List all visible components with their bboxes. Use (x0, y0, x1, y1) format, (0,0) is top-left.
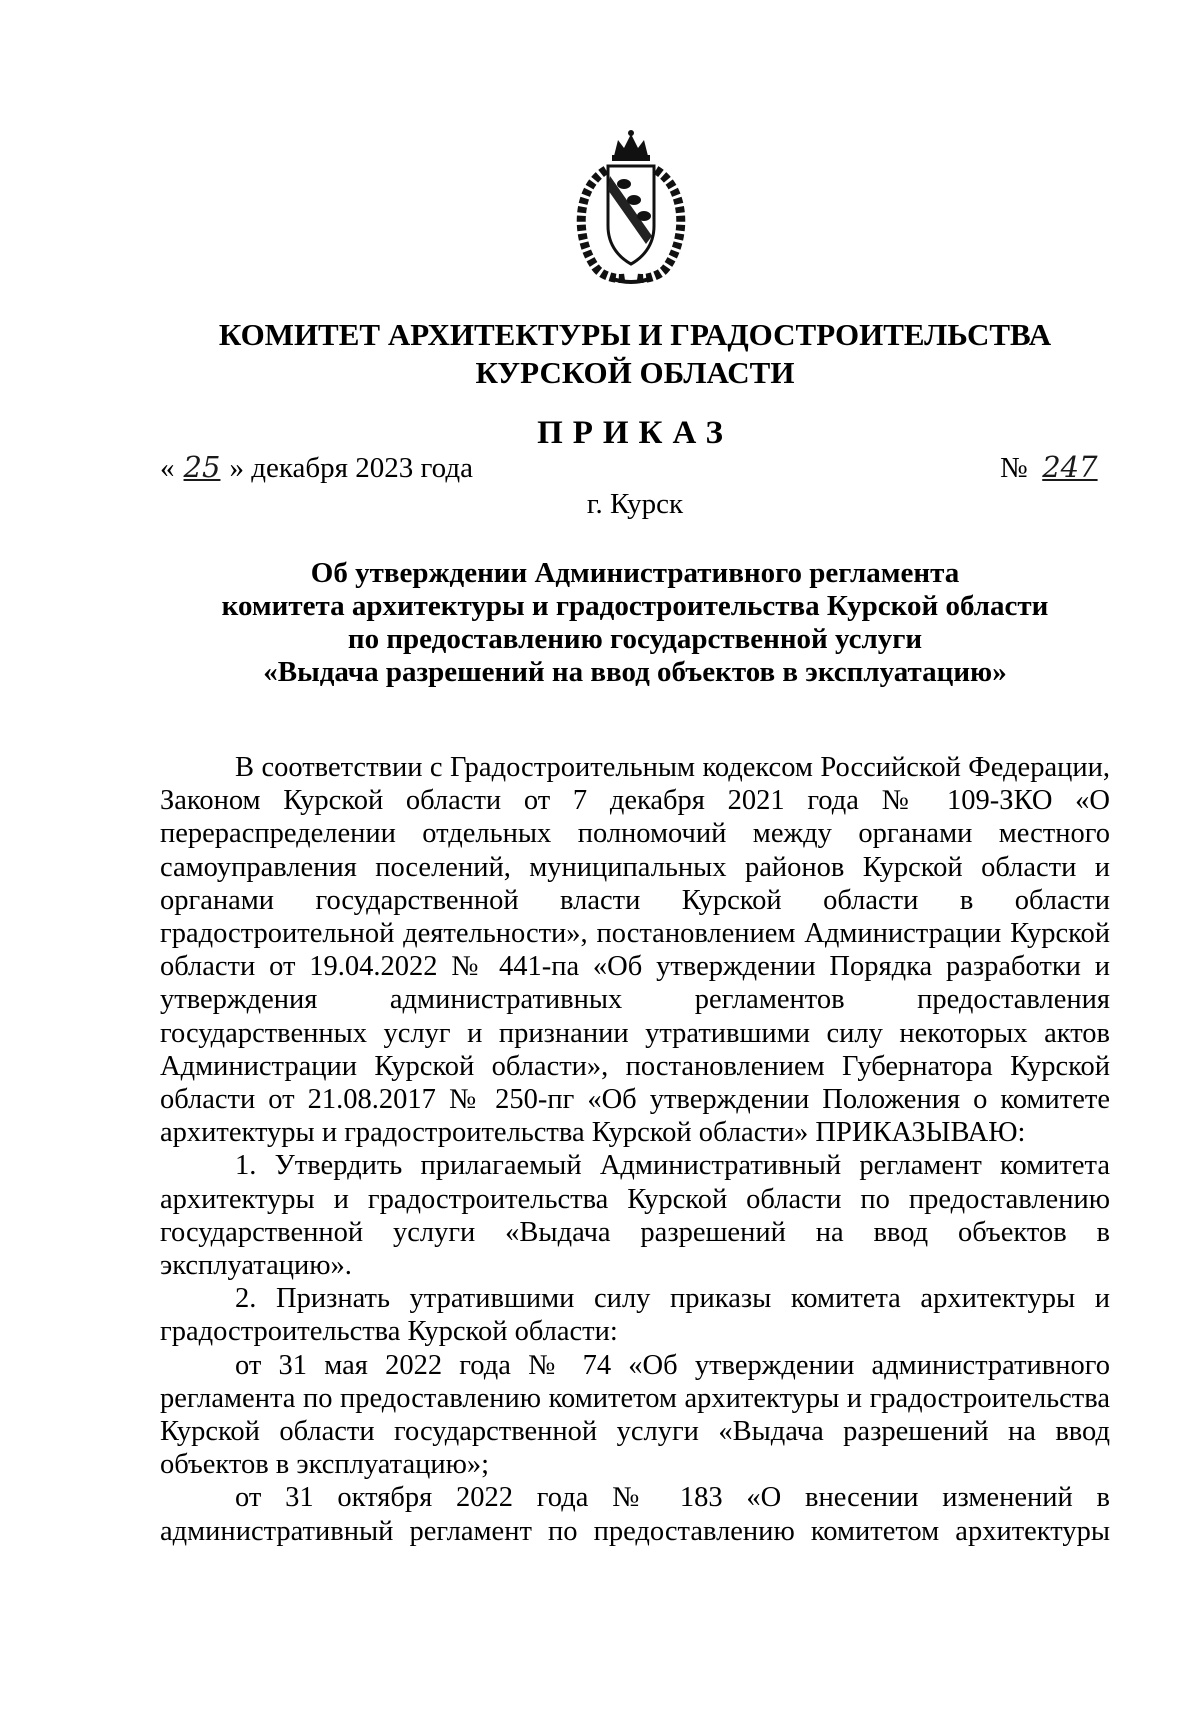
repealed-order-183-paragraph: от 31 октября 2022 года № 183 «О внесении изменений в административный регламент по предоставлению комитетом архитектуры (160, 1482, 1110, 1547)
subject-line1: Об утверждении Административного регламента (310, 557, 960, 589)
organization-title (160, 316, 1110, 392)
date-day-handwritten: 25 (183, 450, 221, 484)
item-2-paragraph: 2. Признать утратившими силу приказы комитета архитектуры и градостроительства Курской области: (160, 1283, 1110, 1348)
repealed-order-74-paragraph: от 31 мая 2022 года № 74 «Об утверждении административного регламента по предоставлению комитетом архитектуры и градостроительства Курской области государственной услуги «Выдача разрешений на ввод объектов в эксплуатацию»; (160, 1349, 1110, 1481)
number-label: № (1000, 452, 1035, 484)
subject-line2: комитета архитектуры и градостроительства Курской области (221, 590, 1049, 622)
organization-title-line1: КОМИТЕТ АРХИТЕКТУРЫ И ГРАДОСТРОИТЕЛЬСТВА (218, 317, 1052, 352)
subject-line3: по предоставлению государственной услуги (347, 623, 923, 655)
kursk-coat-of-arms-emblem (566, 128, 696, 288)
order-date (160, 450, 473, 485)
date-open-quote: « (160, 452, 175, 484)
item-1-paragraph: 1. Утвердить прилагаемый Административный регламент комитета архитектуры и градостроительства Курской области по предоставлению государственной услуги «Выдача разрешений на ввод объектов в эксплуатацию». (160, 1150, 1110, 1282)
order-body (160, 751, 1110, 1548)
order-number (1000, 450, 1105, 485)
city-name: г. Курск (586, 488, 684, 520)
document-type-heading: ПРИКАЗ (537, 415, 733, 451)
order-subject (160, 557, 1110, 689)
organization-title-line2: КУРСКОЙ ОБЛАСТИ (475, 355, 795, 390)
preamble-paragraph: В соответствии с Градостроительным кодексом Российской Федерации, Законом Курской области от 7 декабря 2021 года № 109-ЗКО «О перераспределении отдельных полномочий между органами местного самоуправления поселений, муниципальных районов Курской области и органами государственной власти Курской области в области градостроительной деятельности», постановлением Администрации Курской области от 19.04.2022 № 441-па «Об утверждении Порядка разработки и утверждения административных регламентов предоставления государственных услуг и признании утратившими силу некоторых актов Администрации Курской области», постановлением Губернатора Курской области от 21.08.2017 № 250-пг «Об утверждении Положения о комитете архитектуры и градостроительства Курской области» ПРИКАЗЫВАЮ: (160, 752, 1110, 1149)
number-value-handwritten: 247 (1042, 450, 1098, 484)
date-month-year: » декабря 2023 года (229, 452, 473, 484)
subject-line4: «Выдача разрешений на ввод объектов в эксплуатацию» (263, 656, 1007, 688)
